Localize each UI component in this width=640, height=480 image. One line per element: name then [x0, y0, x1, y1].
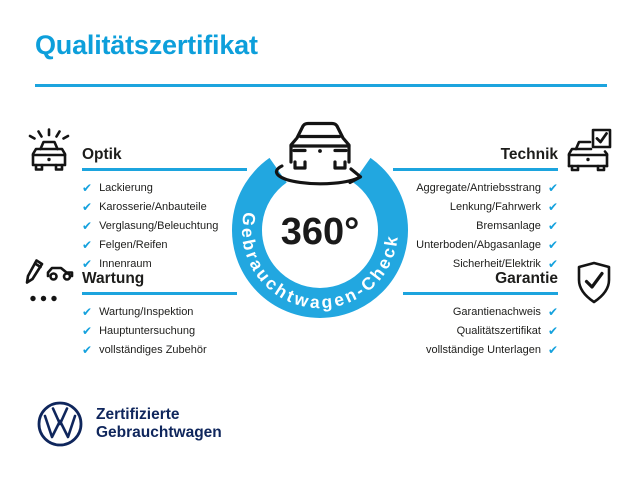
section-technik [393, 146, 558, 274]
item-label: Qualitätszertifikat [456, 325, 541, 337]
brand-claim-line2: Gebrauchtwagen [96, 424, 222, 441]
item-label: Unterboden/Abgasanlage [416, 239, 541, 251]
service-checklist-icon [24, 258, 76, 304]
item-label: Bremsanlage [476, 220, 541, 232]
brand-claim-line1: Zertifizierte [96, 405, 180, 423]
section-divider [403, 292, 558, 295]
item-label: Hauptuntersuchung [99, 325, 196, 337]
section-wartung [82, 270, 237, 360]
check-icon: ✔ [547, 238, 558, 252]
item-label: Karosserie/Anbauteile [99, 201, 207, 213]
checklist-item [82, 236, 247, 255]
item-label: Aggregate/Antriebsstrang [416, 182, 541, 194]
item-label: Lackierung [99, 182, 153, 194]
check-icon: ✔ [82, 200, 93, 214]
check-icon: ✔ [82, 219, 93, 233]
check-icon: ✔ [82, 257, 93, 271]
checklist-item [82, 179, 247, 198]
car-checkbox-icon [566, 128, 614, 174]
check-icon: ✔ [547, 200, 558, 214]
checklist-item [82, 322, 237, 341]
shield-check-icon [571, 260, 617, 306]
check-icon: ✔ [547, 305, 558, 319]
checklist-item [82, 341, 237, 360]
item-label: Wartung/Inspektion [99, 306, 194, 318]
item-label: Verglasung/Beleuchtung [99, 220, 219, 232]
header-divider [35, 84, 607, 87]
checklist-item [403, 322, 558, 341]
vw-logo [36, 400, 84, 448]
brand-footer [36, 400, 222, 448]
checklist-item [82, 198, 247, 217]
section-title-technik: Technik [500, 146, 558, 163]
section-garantie [403, 270, 558, 360]
checklist-optik [82, 179, 247, 274]
item-label: Innenraum [99, 258, 152, 270]
car-shine-icon [26, 128, 72, 174]
section-title-garantie: Garantie [495, 270, 558, 287]
360-check-badge [225, 118, 415, 343]
check-icon: ✔ [82, 305, 93, 319]
checklist-item [393, 198, 558, 217]
checklist-wartung [82, 303, 237, 360]
check-icon: ✔ [547, 181, 558, 195]
section-divider [82, 292, 237, 295]
check-icon: ✔ [82, 343, 93, 357]
checklist-technik [393, 179, 558, 274]
item-label: vollständiges Zubehör [99, 344, 207, 356]
checklist-item [403, 341, 558, 360]
checklist-item [82, 217, 247, 236]
check-icon: ✔ [547, 324, 558, 338]
section-divider [82, 168, 247, 171]
check-icon: ✔ [82, 238, 93, 252]
car-rotate-icon [276, 124, 360, 184]
page-title: Qualitätszertifikat [35, 30, 258, 60]
brand-claim [96, 406, 222, 443]
item-label: vollständige Unterlagen [425, 344, 541, 356]
item-label: Garantienachweis [452, 306, 541, 318]
item-label: Sicherheit/Elektrik [452, 258, 541, 270]
check-icon: ✔ [82, 324, 93, 338]
checklist-garantie [403, 303, 558, 360]
checklist-item [393, 236, 558, 255]
check-icon: ✔ [547, 343, 558, 357]
item-label: Lenkung/Fahrwerk [449, 201, 541, 213]
ring-label: Gebrauchtwagen-Check [237, 210, 402, 313]
section-divider [393, 168, 558, 171]
checklist-item [393, 217, 558, 236]
check-icon: ✔ [547, 257, 558, 271]
checklist-item [393, 179, 558, 198]
item-label: Felgen/Reifen [99, 239, 168, 251]
section-title-optik: Optik [82, 146, 122, 163]
check-icon: ✔ [547, 219, 558, 233]
checklist-item [82, 303, 237, 322]
checklist-item [403, 303, 558, 322]
check-icon: ✔ [82, 181, 93, 195]
section-optik [82, 146, 247, 274]
degree-label: 360° [280, 211, 360, 253]
section-title-wartung: Wartung [82, 270, 145, 287]
